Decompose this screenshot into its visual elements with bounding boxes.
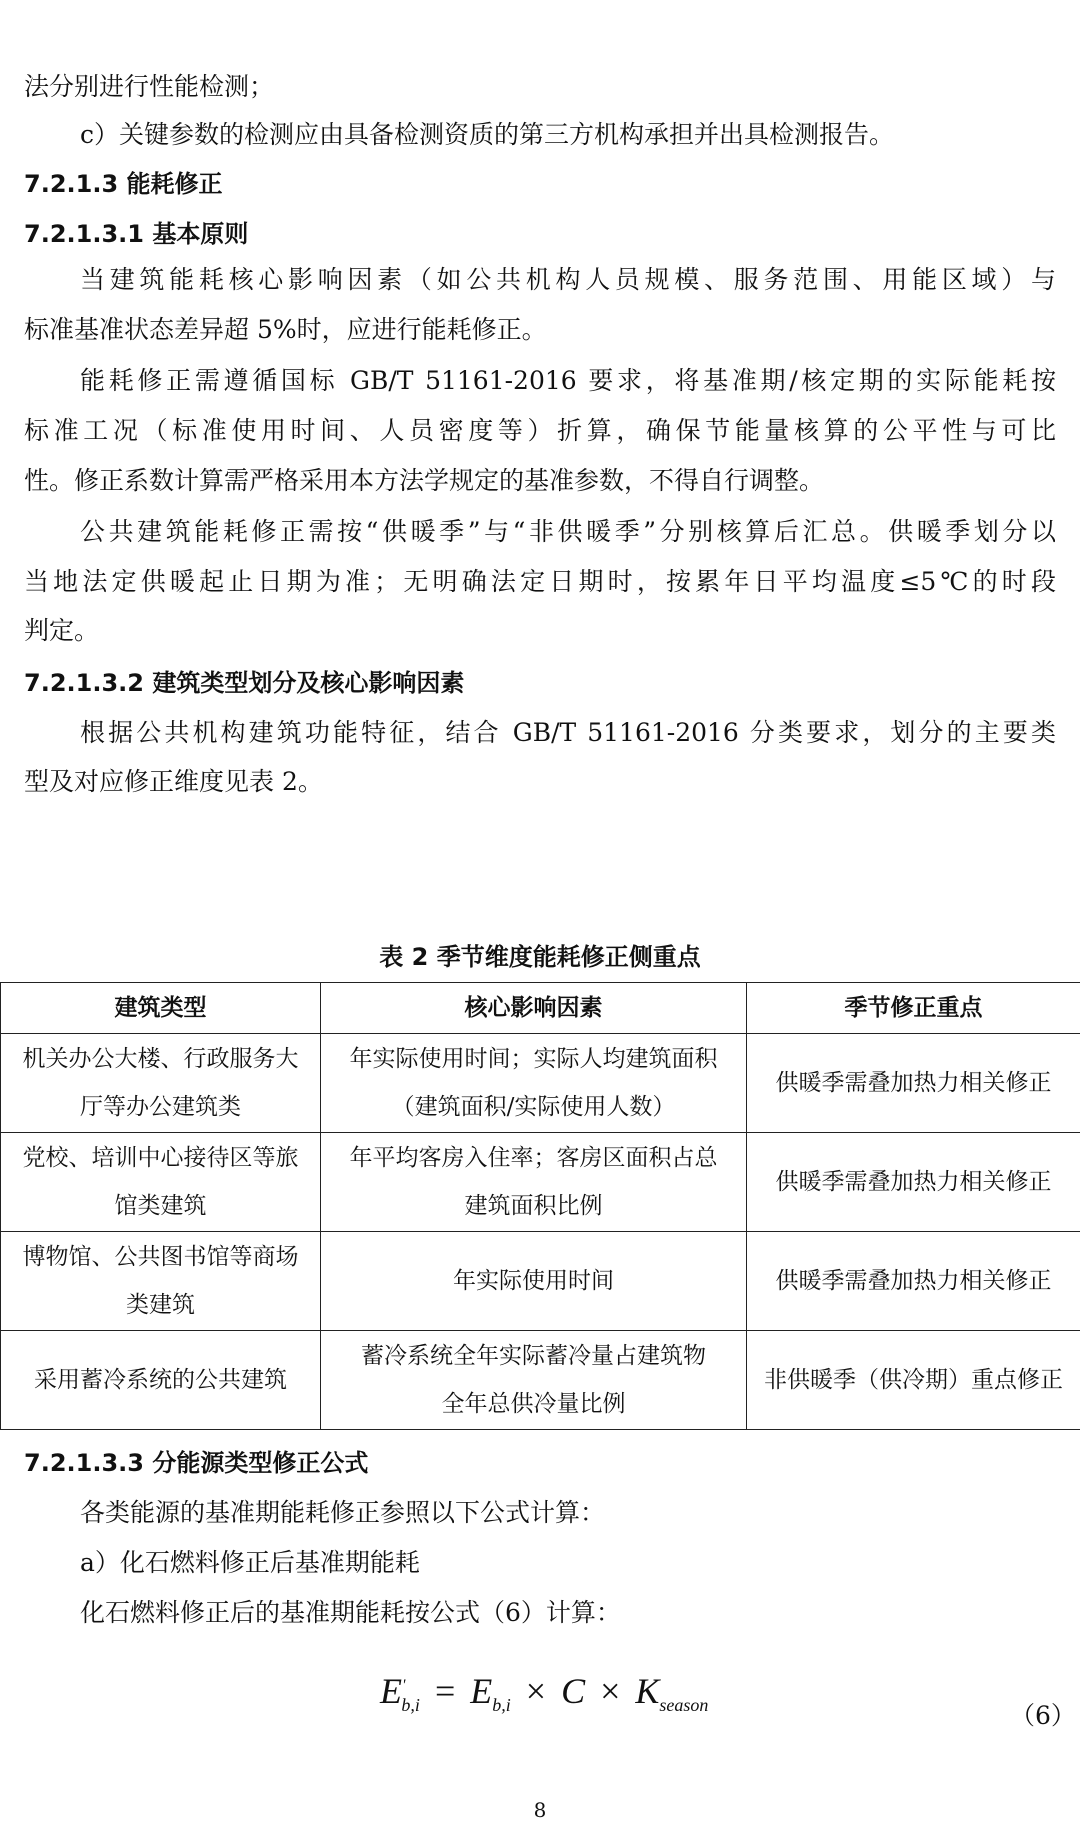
season-correction-table — [0, 982, 1080, 1430]
cell-line: 全年总供冷量比例 — [441, 1391, 626, 1417]
equation-6 — [380, 1670, 708, 1716]
impact-factor-cell — [321, 1034, 747, 1133]
table-header-row — [1, 983, 1080, 1034]
section-heading: 7.2.1.3 能耗修正 — [24, 170, 223, 198]
formula-subscript: season — [659, 1695, 709, 1716]
paragraph-line: 根据公共机构建筑功能特征，结合 GB/T 51161-2016 分类要求，划分的主要类 — [80, 718, 1056, 747]
cell-line: 非供暖季（供冷期）重点修正 — [764, 1367, 1063, 1393]
cell-line: 机关办公大楼、行政服务大 — [22, 1046, 299, 1072]
cell-line: 蓄冷系统全年实际蓄冷量占建筑物 — [361, 1343, 706, 1369]
building-type-cell — [1, 1232, 321, 1331]
paragraph-line: 各类能源的基准期能耗修正参照以下公式计算： — [80, 1498, 606, 1527]
cell-line: 建筑面积比例 — [464, 1193, 603, 1219]
formula-subscript: b,i — [401, 1695, 420, 1716]
formula-symbol: E — [470, 1671, 493, 1711]
cell-line: （建筑面积/实际使用人数） — [391, 1094, 676, 1120]
table-caption: 表 2 季节维度能耗修正侧重点 — [379, 943, 701, 971]
season-focus-cell — [747, 1034, 1080, 1133]
cell-line: 年平均客房入住率；客房区面积占总 — [349, 1145, 718, 1171]
paragraph-line: a）化石燃料修正后基准期能耗 — [80, 1548, 420, 1577]
cell-line: 厅等办公建筑类 — [80, 1094, 241, 1120]
impact-factor-cell — [321, 1331, 747, 1430]
formula-symbol: E — [380, 1671, 402, 1711]
formula-operator: × — [525, 1671, 547, 1711]
cell-line: 供暖季需叠加热力相关修正 — [775, 1169, 1052, 1195]
paragraph-line: 化石燃料修正后的基准期能耗按公式（6）计算： — [80, 1598, 621, 1627]
impact-factor-cell — [321, 1232, 747, 1331]
paragraph-line: 当建筑能耗核心影响因素（如公共机构人员规模、服务范围、用能区域）与 — [80, 265, 1056, 294]
paragraph-line: 当地法定供暖起止日期为准；无明确法定日期时，按累年日平均温度≤5℃的时段 — [24, 567, 1056, 596]
formula-symbol: K — [635, 1671, 660, 1711]
cell-line: 供暖季需叠加热力相关修正 — [775, 1268, 1052, 1294]
table-header-cell: 建筑类型 — [1, 983, 321, 1034]
paragraph-line: 性。修正系数计算需严格采用本方法学规定的基准参数，不得自行调整。 — [24, 466, 825, 495]
formula-symbol: C — [561, 1671, 586, 1711]
cell-line: 供暖季需叠加热力相关修正 — [775, 1070, 1052, 1096]
paragraph-line: 公共建筑能耗修正需按“供暖季”与“非供暖季”分别核算后汇总。供暖季划分以 — [80, 517, 1056, 546]
formula-operator: × — [600, 1671, 621, 1711]
paragraph-line: 标准基准状态差异超 5%时，应进行能耗修正。 — [24, 315, 547, 344]
section-heading: 7.2.1.3.3 分能源类型修正公式 — [24, 1449, 369, 1477]
paragraph-line: c）关键参数的检测应由具备检测资质的第三方机构承担并出具检测报告。 — [80, 120, 895, 149]
cell-line: 馆类建筑 — [114, 1193, 207, 1219]
season-focus-cell — [747, 1232, 1080, 1331]
paragraph-line: 法分别进行性能检测； — [24, 72, 275, 101]
table-row — [1, 1133, 1080, 1232]
building-type-cell — [1, 1133, 321, 1232]
building-type-cell — [1, 1331, 321, 1430]
formula-operator: = — [434, 1671, 456, 1711]
cell-line: 采用蓄冷系统的公共建筑 — [34, 1367, 287, 1393]
cell-line: 年实际使用时间 — [453, 1268, 614, 1294]
building-type-cell — [1, 1034, 321, 1133]
cell-line: 博物馆、公共图书馆等商场 — [22, 1244, 299, 1270]
cell-line: 类建筑 — [126, 1292, 195, 1318]
paragraph-line: 判定。 — [24, 616, 100, 645]
section-heading: 7.2.1.3.2 建筑类型划分及核心影响因素 — [24, 669, 465, 697]
season-focus-cell — [747, 1133, 1080, 1232]
table-row — [1, 1331, 1080, 1430]
cell-line: 党校、培训中心接待区等旅 — [22, 1145, 299, 1171]
page-number: 8 — [533, 1798, 547, 1822]
impact-factor-cell — [321, 1133, 747, 1232]
table-header-cell: 核心影响因素 — [321, 983, 747, 1034]
equation-number: （6） — [1010, 1701, 1076, 1730]
table-header-cell: 季节修正重点 — [747, 983, 1080, 1034]
paragraph-line: 能耗修正需遵循国标 GB/T 51161-2016 要求，将基准期/核定期的实际能耗按 — [80, 366, 1056, 395]
table-row — [1, 1232, 1080, 1331]
cell-line: 年实际使用时间；实际人均建筑面积 — [349, 1046, 718, 1072]
formula-prime: ' — [402, 1677, 406, 1694]
paragraph-line: 标准工况（标准使用时间、人员密度等）折算，确保节能量核算的公平性与可比 — [24, 416, 1056, 445]
paragraph-line: 型及对应修正维度见表 2。 — [24, 767, 323, 796]
section-heading: 7.2.1.3.1 基本原则 — [24, 220, 249, 248]
table-row — [1, 1034, 1080, 1133]
season-focus-cell — [747, 1331, 1080, 1430]
formula-subscript: b,i — [492, 1695, 511, 1716]
